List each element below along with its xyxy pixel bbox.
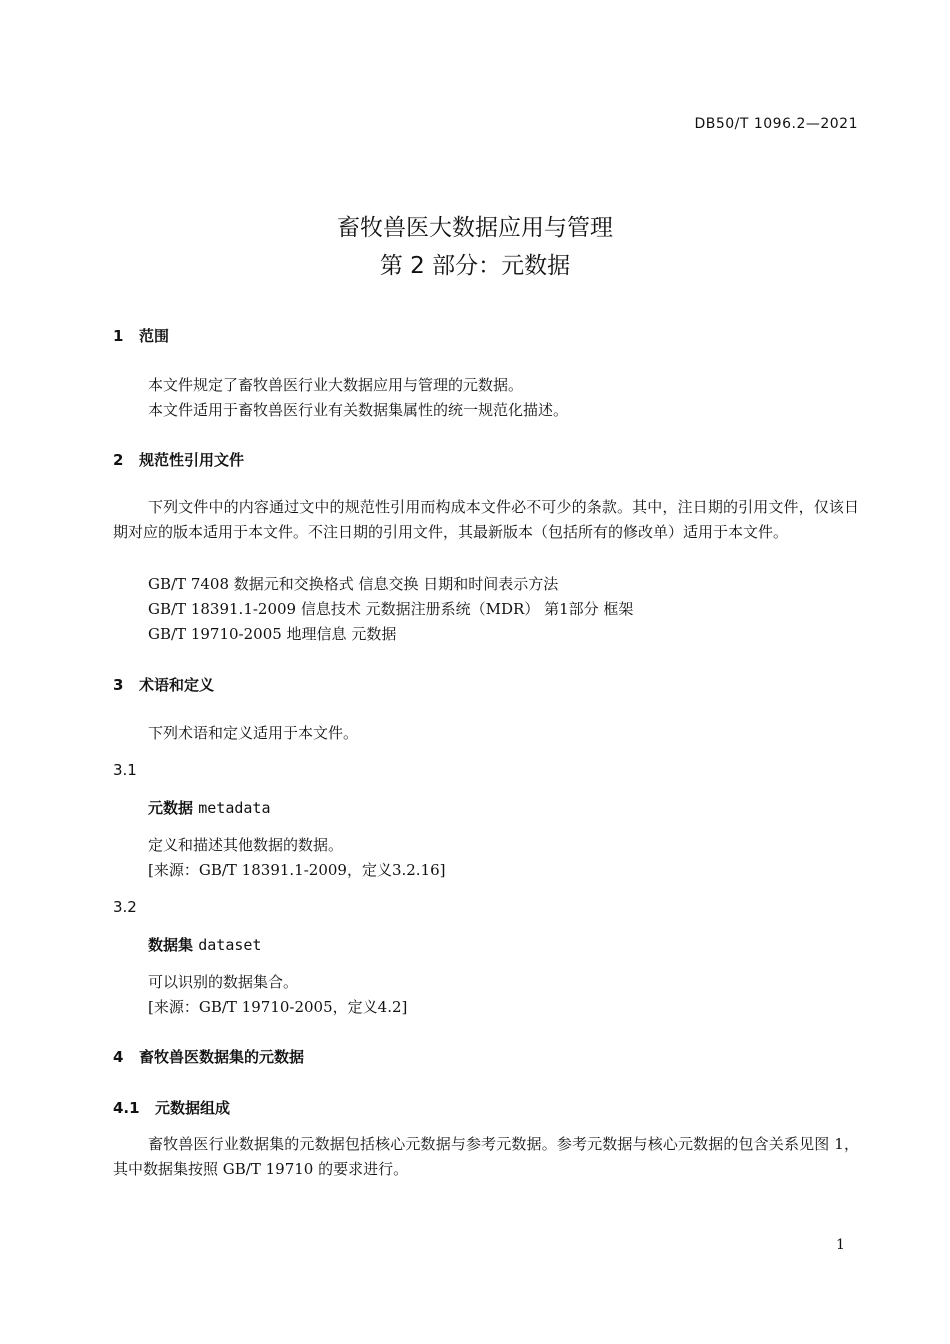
- term-number: 3.1: [113, 761, 137, 779]
- subsection-number: 4.1: [113, 1099, 140, 1117]
- paragraph: 下列术语和定义适用于本文件。: [148, 724, 359, 742]
- section-number: 1: [113, 327, 124, 345]
- section-3-heading: [113, 674, 214, 695]
- subsection-4-1-heading: [113, 1097, 230, 1118]
- term-number: 3.2: [113, 898, 137, 916]
- term-source: [来源：GB/T 19710-2005，定义4.2]: [148, 998, 408, 1016]
- document-code: DB50/T 1096.2—2021: [694, 116, 858, 132]
- subsection-title: 元数据组成: [155, 1099, 231, 1117]
- section-1-heading: [113, 325, 169, 346]
- section-title: 范围: [139, 327, 170, 345]
- paragraph: 下列文件中的内容通过文中的规范性引用而构成本文件必不可少的条款。其中，注日期的引用文件，仅该日期对应的版本适用于本文件。不注日期的引用文件，其最新版本（包括所有的修改单）适用于本文件。: [113, 498, 859, 541]
- section-number: 3: [113, 676, 124, 694]
- term-entry: [148, 797, 271, 818]
- document-subtitle: 第 2 部分：元数据: [379, 253, 571, 279]
- paragraph: 畜牧兽医行业数据集的元数据包括核心元数据与参考元数据。参考元数据与核心元数据的包含关系见图 1，其中数据集按照 GB/T 19710 的要求进行。: [113, 1135, 859, 1178]
- section-4-heading: [113, 1046, 304, 1067]
- term-en: dataset: [198, 936, 262, 954]
- term-zh: 元数据: [148, 799, 194, 817]
- section-number: 4: [113, 1048, 124, 1066]
- section-2-heading: [113, 449, 244, 470]
- term-definition: 定义和描述其他数据的数据。: [148, 836, 344, 854]
- term-en: metadata: [198, 799, 271, 817]
- paragraph: 本文件适用于畜牧兽医行业有关数据集属性的统一规范化描述。: [148, 401, 569, 419]
- section-number: 2: [113, 451, 124, 469]
- section-title: 术语和定义: [139, 676, 215, 694]
- section-title: 规范性引用文件: [139, 451, 245, 469]
- term-zh: 数据集: [148, 936, 194, 954]
- normative-reference: GB/T 19710-2005 地理信息 元数据: [148, 625, 397, 643]
- page-number: 1: [836, 1237, 845, 1253]
- normative-reference: GB/T 7408 数据元和交换格式 信息交换 日期和时间表示方法: [148, 575, 559, 593]
- normative-reference: GB/T 18391.1-2009 信息技术 元数据注册系统（MDR） 第1部分 框架: [148, 600, 634, 618]
- document-title: 畜牧兽医大数据应用与管理: [337, 215, 613, 241]
- section-title: 畜牧兽医数据集的元数据: [139, 1048, 305, 1066]
- paragraph: 本文件规定了畜牧兽医行业大数据应用与管理的元数据。: [148, 376, 524, 394]
- term-definition: 可以识别的数据集合。: [148, 973, 299, 991]
- term-entry: [148, 934, 261, 955]
- term-source: [来源：GB/T 18391.1-2009，定义3.2.16]: [148, 861, 446, 879]
